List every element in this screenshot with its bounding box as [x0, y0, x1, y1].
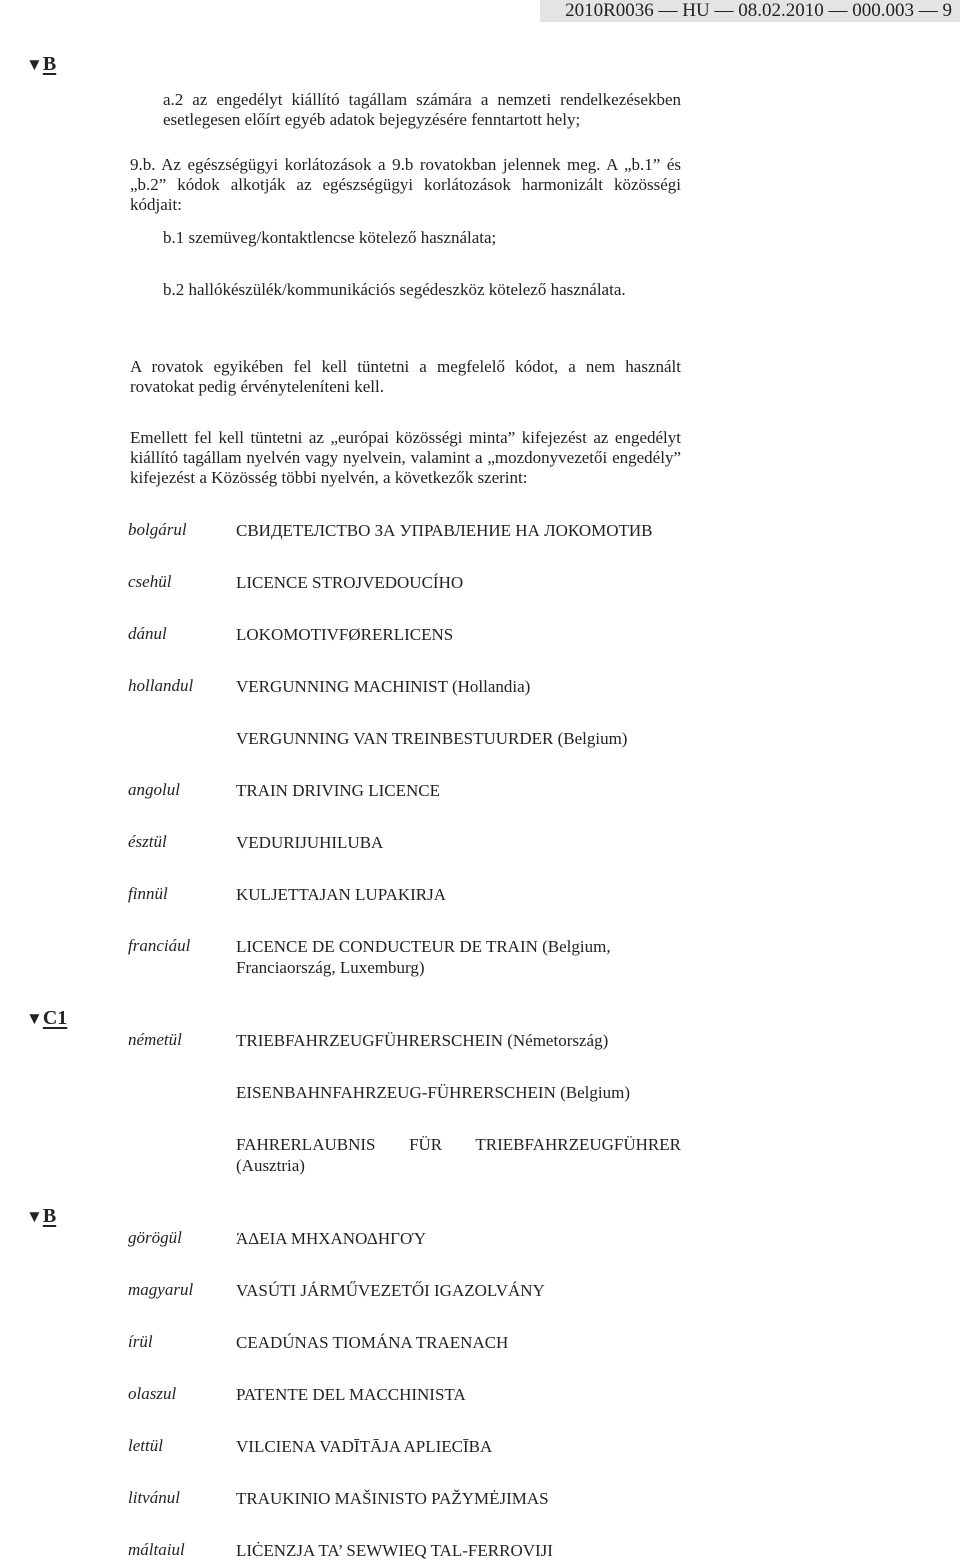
item-b2: b.2 hallókészülék/kommunikációs segédeszköz kötelező használata. — [163, 280, 626, 299]
language-name: olaszul — [128, 1384, 177, 1403]
language-name: finnül — [128, 884, 168, 903]
licence-term: TRIEBFAHRZEUGFÜHRERSCHEIN (Németország) — [236, 1031, 609, 1050]
language-name: írül — [128, 1332, 153, 1351]
paragraph-9b: 9.b. Az egészségügyi korlátozások a 9.b rovatokban jelennek meg. A „b.1” és „b.2” kódok alkotják az egészségügyi korlátozások harmonizált közösségi kódjait: — [130, 155, 681, 214]
licence-term: VERGUNNING VAN TREINBESTUURDER (Belgium) — [236, 729, 628, 748]
licence-term: CEADÚNAS TIOMÁNA TRAENACH — [236, 1333, 509, 1352]
licence-term: LICENCE STROJVEDOUCÍHO — [236, 573, 464, 592]
licence-term: LICENCE DE CONDUCTEUR DE TRAIN (Belgium, Franciaország, Luxemburg) — [236, 937, 611, 977]
language-name: lettül — [128, 1436, 163, 1455]
licence-term: LOKOMOTIVFØRERLICENS — [236, 625, 454, 644]
licence-term: СВИДЕТЕЛСТВО ЗА УПРАВЛЕНИЕ НА ЛОКОМОТИВ — [236, 521, 653, 540]
licence-term: FAHRERLAUBNIS FÜR TRIEBFAHRZEUGFÜHRER (Ausztria) — [236, 1135, 681, 1175]
marker-code[interactable]: B — [42, 53, 57, 75]
language-name: bolgárul — [128, 520, 187, 539]
licence-term: VILCIENA VADĪTĀJA APLIECĪBA — [236, 1437, 493, 1456]
marker-code[interactable]: B — [42, 1205, 57, 1227]
item-b1: b.1 szemüveg/kontaktlencse kötelező használata; — [163, 228, 497, 247]
language-name: dánul — [128, 624, 167, 643]
triangle-down-icon: ▼ — [26, 1009, 43, 1028]
triangle-down-icon: ▼ — [26, 1207, 43, 1226]
licence-term: TRAIN DRIVING LICENCE — [236, 781, 440, 800]
licence-term: TRAUKINIO MAŠINISTO PAŽYMĖJIMAS — [236, 1489, 549, 1508]
licence-term: EISENBAHNFAHRZEUG-FÜHRERSCHEIN (Belgium) — [236, 1083, 630, 1102]
licence-term: ΆΔΕΙΑ ΜΗΧΑΝΟΔΗΓΟΎ — [236, 1229, 427, 1248]
licence-term: VERGUNNING MACHINIST (Hollandia) — [236, 677, 531, 696]
licence-term: LIĊENZJA TA’ SEWWIEQ TAL-FERROVIJI — [236, 1541, 553, 1560]
licence-term: VEDURIJUHILUBA — [236, 833, 384, 852]
language-name: csehül — [128, 572, 172, 591]
paragraph-emellett: Emellett fel kell tüntetni az „európai közösségi minta” kifejezést az engedélyt kiállító tagállam nyelvén vagy nyelvein, valamint a „mozdonyvezetői engedély” kifejezést a Közösség többi nyelvén, a következők szerint: — [130, 428, 681, 487]
paragraph-rovatok: A rovatok egyikében fel kell tüntetni a megfelelő kódot, a nem használt rovatokat pedig érvényteleníteni kell. — [130, 357, 681, 396]
language-name: észtül — [128, 832, 167, 851]
marker-code[interactable]: C1 — [42, 1007, 68, 1029]
amendment-marker-b-bottom — [26, 1205, 56, 1228]
language-name: litvánul — [128, 1488, 180, 1507]
language-name: hollandul — [128, 676, 194, 695]
licence-term: KULJETTAJAN LUPAKIRJA — [236, 885, 447, 904]
amendment-marker-c1 — [26, 1007, 67, 1030]
document-header: 2010R0036 — HU — 08.02.2010 — 000.003 — 9 — [540, 0, 960, 22]
paragraph-a2: a.2 az engedélyt kiállító tagállam számára a nemzeti rendelkezésekben esetlegesen előírt egyéb adatok bejegyzésére fenntartott hely; — [163, 90, 681, 129]
triangle-down-icon: ▼ — [26, 55, 43, 74]
language-name: németül — [128, 1030, 182, 1049]
amendment-marker-b-top — [26, 53, 56, 76]
licence-term: VASÚTI JÁRMŰVEZETŐI IGAZOLVÁNY — [236, 1281, 545, 1300]
language-name: magyarul — [128, 1280, 194, 1299]
language-name: görögül — [128, 1228, 182, 1247]
language-name: franciául — [128, 936, 191, 955]
language-name: máltaiul — [128, 1540, 185, 1559]
licence-term: PATENTE DEL MACCHINISTA — [236, 1385, 466, 1404]
language-name: angolul — [128, 780, 180, 799]
